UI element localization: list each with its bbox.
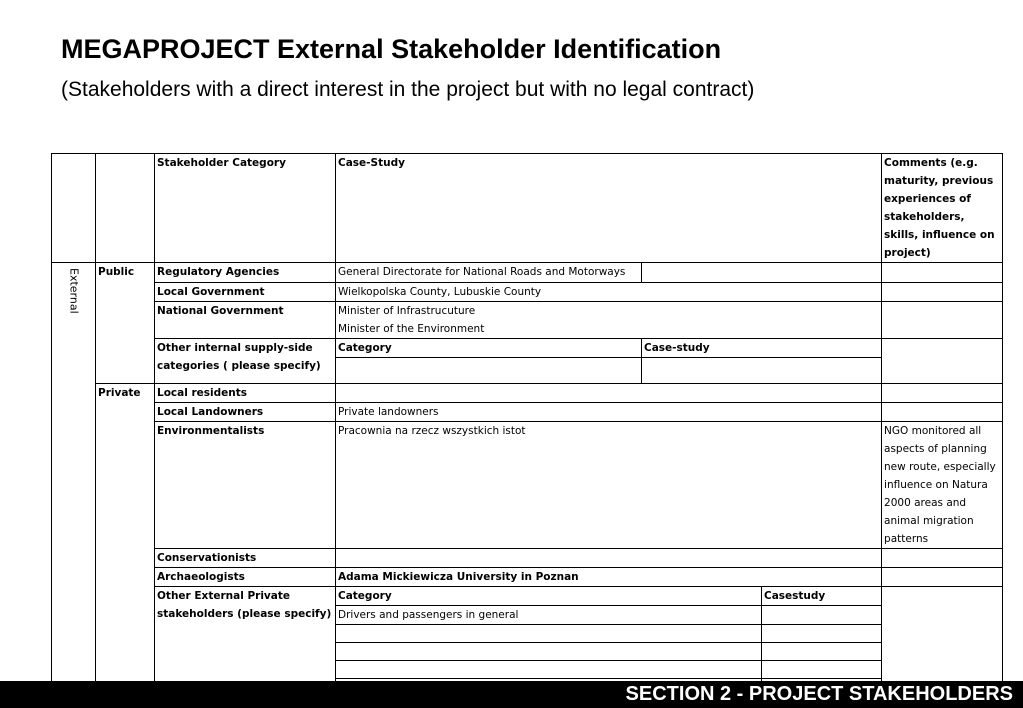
- header-comments: [882, 154, 1003, 263]
- header-comments-title: Comments: [884, 157, 947, 169]
- group-external-cell: [52, 263, 96, 697]
- table-row: [52, 403, 1003, 422]
- table-row: [52, 302, 1003, 339]
- footer-section-label: SECTION 2 - PROJECT STAKEHOLDERS: [625, 683, 1013, 705]
- private-other-row-case: [762, 606, 882, 625]
- local-gov-category: Local Government: [155, 283, 336, 302]
- public-other-category: Other internal supply-side categories ( please specify): [155, 339, 336, 384]
- private-other-row-category: Drivers and passengers in general: [336, 606, 762, 625]
- private-other-comment: [882, 587, 1003, 697]
- public-other-comment: [882, 339, 1003, 384]
- table-row: [52, 587, 1003, 606]
- archaeologists-comment: [882, 568, 1003, 587]
- header-empty-cell: [52, 154, 96, 263]
- group-external-label: External: [67, 268, 81, 314]
- private-label: Private: [96, 384, 155, 697]
- local-gov-case: Wielkopolska County, Lubuskie County: [336, 283, 882, 302]
- regulatory-case: General Directorate for National Roads and Motorways: [336, 263, 642, 283]
- national-gov-case-line: Minister of Infrastrucuture: [338, 305, 476, 317]
- local-residents-category: Local residents: [155, 384, 336, 403]
- national-gov-case-line: Minister of the Environment: [338, 323, 485, 335]
- regulatory-comment: [882, 263, 1003, 283]
- environmentalists-case: Pracownia na rzecz wszystkich istot: [336, 422, 882, 549]
- public-other-sub-case-cell: [642, 358, 882, 384]
- national-gov-category: National Government: [155, 302, 336, 339]
- table-row: [52, 283, 1003, 302]
- table-row: [52, 263, 1003, 283]
- conservationists-comment: [882, 549, 1003, 568]
- table-row: [52, 384, 1003, 403]
- local-landowners-comment: [882, 403, 1003, 422]
- local-residents-comment: [882, 384, 1003, 403]
- table-row: [52, 549, 1003, 568]
- local-landowners-category: Local Landowners: [155, 403, 336, 422]
- conservationists-case: [336, 549, 882, 568]
- table-row: [52, 568, 1003, 587]
- conservationists-category: Conservationists: [155, 549, 336, 568]
- header-empty-cell: [96, 154, 155, 263]
- local-landowners-case: Private landowners: [336, 403, 882, 422]
- archaeologists-category: Archaeologists: [155, 568, 336, 587]
- table-row: [52, 422, 1003, 549]
- public-other-sub-category-cell: [336, 358, 642, 384]
- environmentalists-category: Environmentalists: [155, 422, 336, 549]
- private-other-row-case: [762, 661, 882, 679]
- page-subtitle: (Stakeholders with a direct interest in the project but with no legal contract): [61, 78, 755, 101]
- national-gov-comment: [882, 302, 1003, 339]
- regulatory-category: Regulatory Agencies: [155, 263, 336, 283]
- private-other-row-case: [762, 643, 882, 661]
- local-gov-comment: [882, 283, 1003, 302]
- page-title: MEGAPROJECT External Stakeholder Identification: [61, 34, 722, 64]
- table-row: [52, 339, 1003, 358]
- private-other-row-category: [336, 625, 762, 643]
- header-comments-detail: (e.g. maturity, previous experiences of stakeholders, skills, influence on project): [884, 157, 999, 259]
- archaeologists-case: Adama Mickiewicza University in Poznan: [336, 568, 882, 587]
- stakeholder-table: [51, 153, 1003, 697]
- header-case-study: Case-Study: [336, 154, 882, 263]
- header-category: Stakeholder Category: [155, 154, 336, 263]
- private-other-sub-case-header: Casestudy: [762, 587, 882, 606]
- regulatory-extra: [642, 263, 882, 283]
- private-other-row-category: [336, 661, 762, 679]
- public-other-sub-case-header: Case-study: [642, 339, 882, 358]
- footer-bar: [0, 681, 1023, 708]
- private-other-row-category: [336, 643, 762, 661]
- environmentalists-comment: NGO monitored all aspects of planning new route, especially influence on Natura 2000 areas and animal migration patterns: [882, 422, 1003, 549]
- private-other-category: Other External Private stakeholders (please specify): [155, 587, 336, 697]
- header-row: [52, 154, 1003, 263]
- local-residents-case: [336, 384, 882, 403]
- private-other-row-case: [762, 625, 882, 643]
- national-gov-case: [336, 302, 882, 339]
- private-other-sub-category-header: Category: [336, 587, 762, 606]
- public-other-sub-category-header: Category: [336, 339, 642, 358]
- public-label: Public: [96, 263, 155, 384]
